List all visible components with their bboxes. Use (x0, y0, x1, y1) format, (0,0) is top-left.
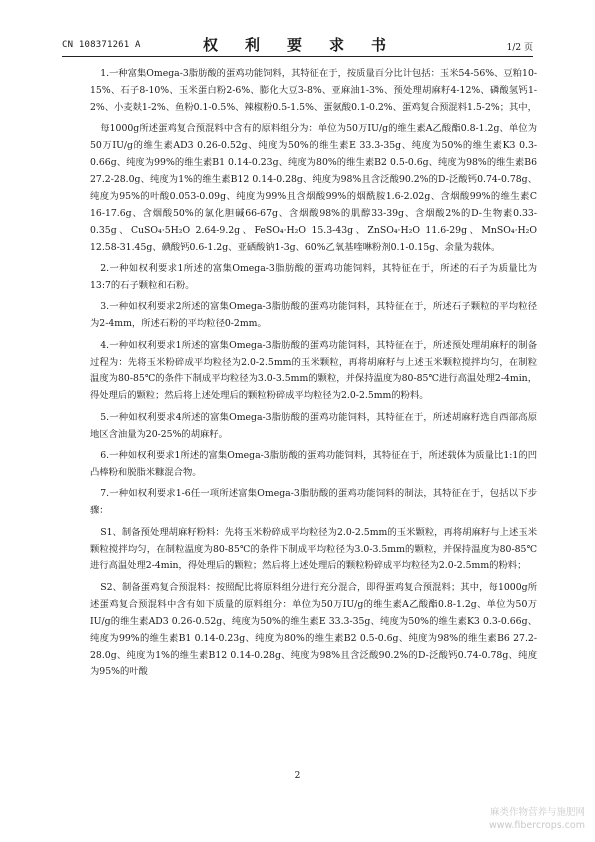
claim-7: 7.一种如权利要求1-6任一项所述富集Omega-3脂肪酸的蛋鸡功能饲料的制法，其特征在于，包括以下步骤： (90, 488, 537, 517)
claims-body (90, 66, 537, 686)
patent-number: CN 108371261 A (62, 40, 141, 50)
claim-7-step-s1: S1、制备预处理胡麻籽粉料：先将玉米粉碎成平均粒径为2.0-2.5mm的玉米颗粒，再将胡麻籽与上述玉米颗粒搅拌均匀，在制粒温度为80-85℃的条件下制成平均粒径为3.0-3.5mm的颗粒，并保持温度为80-85℃进行高温处理2-4min，得处理后的颗粒；然后将上述处理后的颗粒粉碎成平均粒径为2.0-2.5mm的粉料； (90, 526, 537, 572)
claim-1: 1.一种富集Omega-3脂肪酸的蛋鸡功能饲料，其特征在于，按质量百分比计包括：玉米54-56%、豆粕10-15%、石子8-10%、玉米蛋白粉2-6%、膨化大豆3-8%、亚麻油1-3%、预处理胡麻籽4-12%、磷酸氢钙1-2%、小麦麸1-2%、鱼粉0.1-0.5%、辣椒粉0.5-1.5%、蛋氨酸0.1-0.2%、蛋鸡复合预混料1.5-2%；其中， (90, 68, 537, 113)
claim-3: 3.一种如权利要求2所述的富集Omega-3脂肪酸的蛋鸡功能饲料，其特征在于，所述石子颗粒的平均粒径为2-4mm，所述石粉的平均粒径0-2mm。 (90, 301, 537, 330)
page-header (62, 34, 533, 57)
document-title: 权 利 要 求 书 (202, 36, 392, 54)
claim-4: 4.一种如权利要求1所述的富集Omega-3脂肪酸的蛋鸡功能饲料，其特征在于，所述预处理胡麻籽的制备过程为：先将玉米粉碎成平均粒径为2.0-2.5mm的玉米颗粒，再将胡麻籽与上述玉米颗粒搅拌均匀，在制粒温度为80-85℃的条件下制成平均粒径为3.0-3.5mm的颗粒，并保持温度为80-85℃进行高温处理2-4min，得处理后的颗粒；然后将上述处理后的颗粒粉碎成平均粒径为2.0-2.5mm的粉料。 (90, 339, 537, 402)
claim-2: 2.一种如权利要求1所述的富集Omega-3脂肪酸的蛋鸡功能饲料，其特征在于，所述的石子为质量比为13:7的石子颗粒和石粉。 (90, 262, 537, 291)
page-number: 2 (294, 771, 301, 781)
watermark-site-name: 麻类作物营养与施肥网 (489, 807, 585, 818)
claim-7-step-s2: S2、制备蛋鸡复合预混料：按照配比将原料组分进行充分混合，即得蛋鸡复合预混料；其中，每1000g所述蛋鸡复合预混料中含有如下质量的原料组分：单位为50万IU/g的维生素A乙酸酯0.8-1.2g、单位为50万IU/g的维生素AD3 0.26-0.52g、纯度为50%的维生素E 33.3-35g、纯度为50%的维生素K3 0.3-0.66g、纯度为99%的维生素B1 0.14-0.23g、纯度为80%的维生素B2 0.5-0.6g、纯度为98%的维生素B6 27.2-28.0g、纯度为1%的维生素B12 0.14-0.28g、纯度为98%且含泛酸90.2%的D-泛酸钙0.74-0.78g、纯度为95%的叶酸 (90, 581, 537, 678)
page-indicator: 1/2 页 (506, 43, 533, 53)
claim-6: 6.一种如权利要求1所述的富集Omega-3脂肪酸的蛋鸡功能饲料，其特征在于，所述载体为质量比1:1的凹凸棒粉和脱脂米糠混合物。 (90, 450, 537, 478)
watermark-url: www.fibercrops.com (488, 820, 585, 831)
watermark (489, 806, 585, 832)
claim-1-premix: 每1000g所述蛋鸡复合预混料中含有的原料组分为：单位为50万IU/g的维生素A乙酸酯0.8-1.2g、单位为50万IU/g的维生素AD3 0.26-0.52g、纯度为50%的维生素E 33.3-35g、纯度为50%的维生素K3 0.3-0.66g、纯度为99%的维生素B1 0.14-0.23g、纯度为80%的维生素B2 0.5-0.6g、纯度为98%的维生素B6 27.2-28.0g、纯度为1%的维生素B12 0.14-0.28g、纯度为98%且含泛酸90.2%的D-泛酸钙0.74-0.78g、纯度为95%的叶酸0.053-0.09g、纯度为99%且含烟酸99%的烟酰胺1.6-2.02g、含烟酸99%的维生素C 16-17.6g、含烟酸50%的氯化胆碱66-67g、含烟酸98%的肌醇33-39g、含烟酸2%的D-生物素0.33-0.35g、CuSO₄·5H₂O 2.64-9.2g、FeSO₄·H₂O 15.3-43g、ZnSO₄·H₂O 11.6-29g、MnSO₄·H₂O 12.58-31.45g、碘酸钙0.6-1.2g、亚硒酸钠1-3g、60%乙氧基喹啉粉剂0.1-0.15g、余量为载体。 (90, 123, 537, 253)
claim-5: 5.一种如权利要求4所述的富集Omega-3脂肪酸的蛋鸡功能饲料，其特征在于，所述胡麻籽选自西部高原地区含油量为20-25%的胡麻籽。 (90, 411, 537, 440)
